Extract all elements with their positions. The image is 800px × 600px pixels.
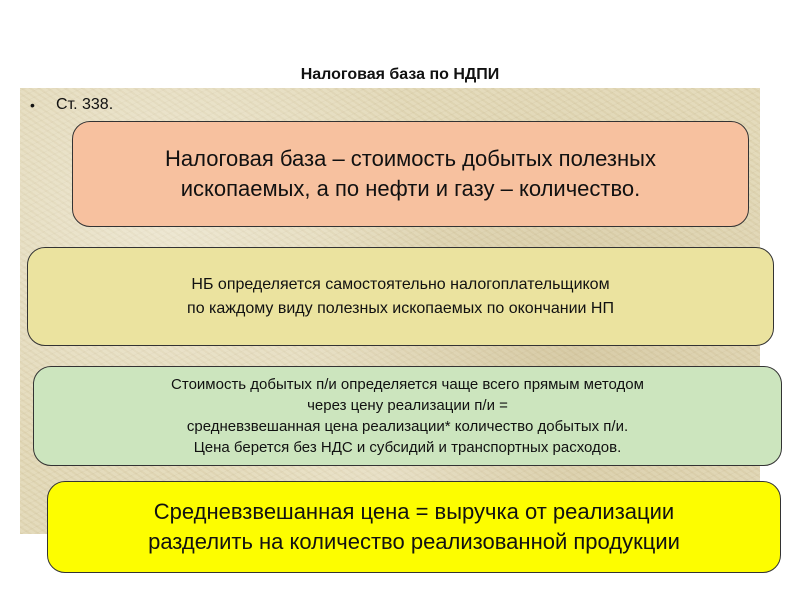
weighted-price-formula-box (47, 481, 781, 573)
box1-line-1: Налоговая база – стоимость добытых полезных (165, 146, 656, 171)
box4-line-1: Средневзвешанная цена = выручка от реализации (153, 499, 675, 524)
bullet-marker: • (30, 97, 35, 113)
slide-title: Налоговая база по НДПИ (300, 66, 500, 83)
box3-line-1: Стоимость добытых п/и определяется чаще всего прямым методом (171, 376, 644, 393)
box3-line-2: через цену реализации п/и = (307, 397, 508, 414)
box4-line-2: разделить на количество реализованной продукции (148, 529, 680, 554)
tax-base-definition-box (72, 121, 749, 227)
box3-line-4: Цена берется без НДС и субсидий и транспортных расходов. (193, 439, 622, 456)
tax-base-determination-box (27, 247, 774, 346)
box3-line-3: средневзвешанная цена реализации* количество добытых п/и. (186, 418, 629, 435)
bullet-item (30, 96, 113, 114)
box1-line-2: ископаемых, а по нефти и газу – количество. (180, 176, 641, 201)
box2-line-2: по каждому виду полезных ископаемых по окончании НП (187, 299, 614, 317)
valuation-method-box (33, 366, 782, 466)
bullet-text: Ст. 338. (56, 96, 114, 113)
box2-line-1: НБ определяется самостоятельно налогоплательщиком (191, 275, 610, 293)
